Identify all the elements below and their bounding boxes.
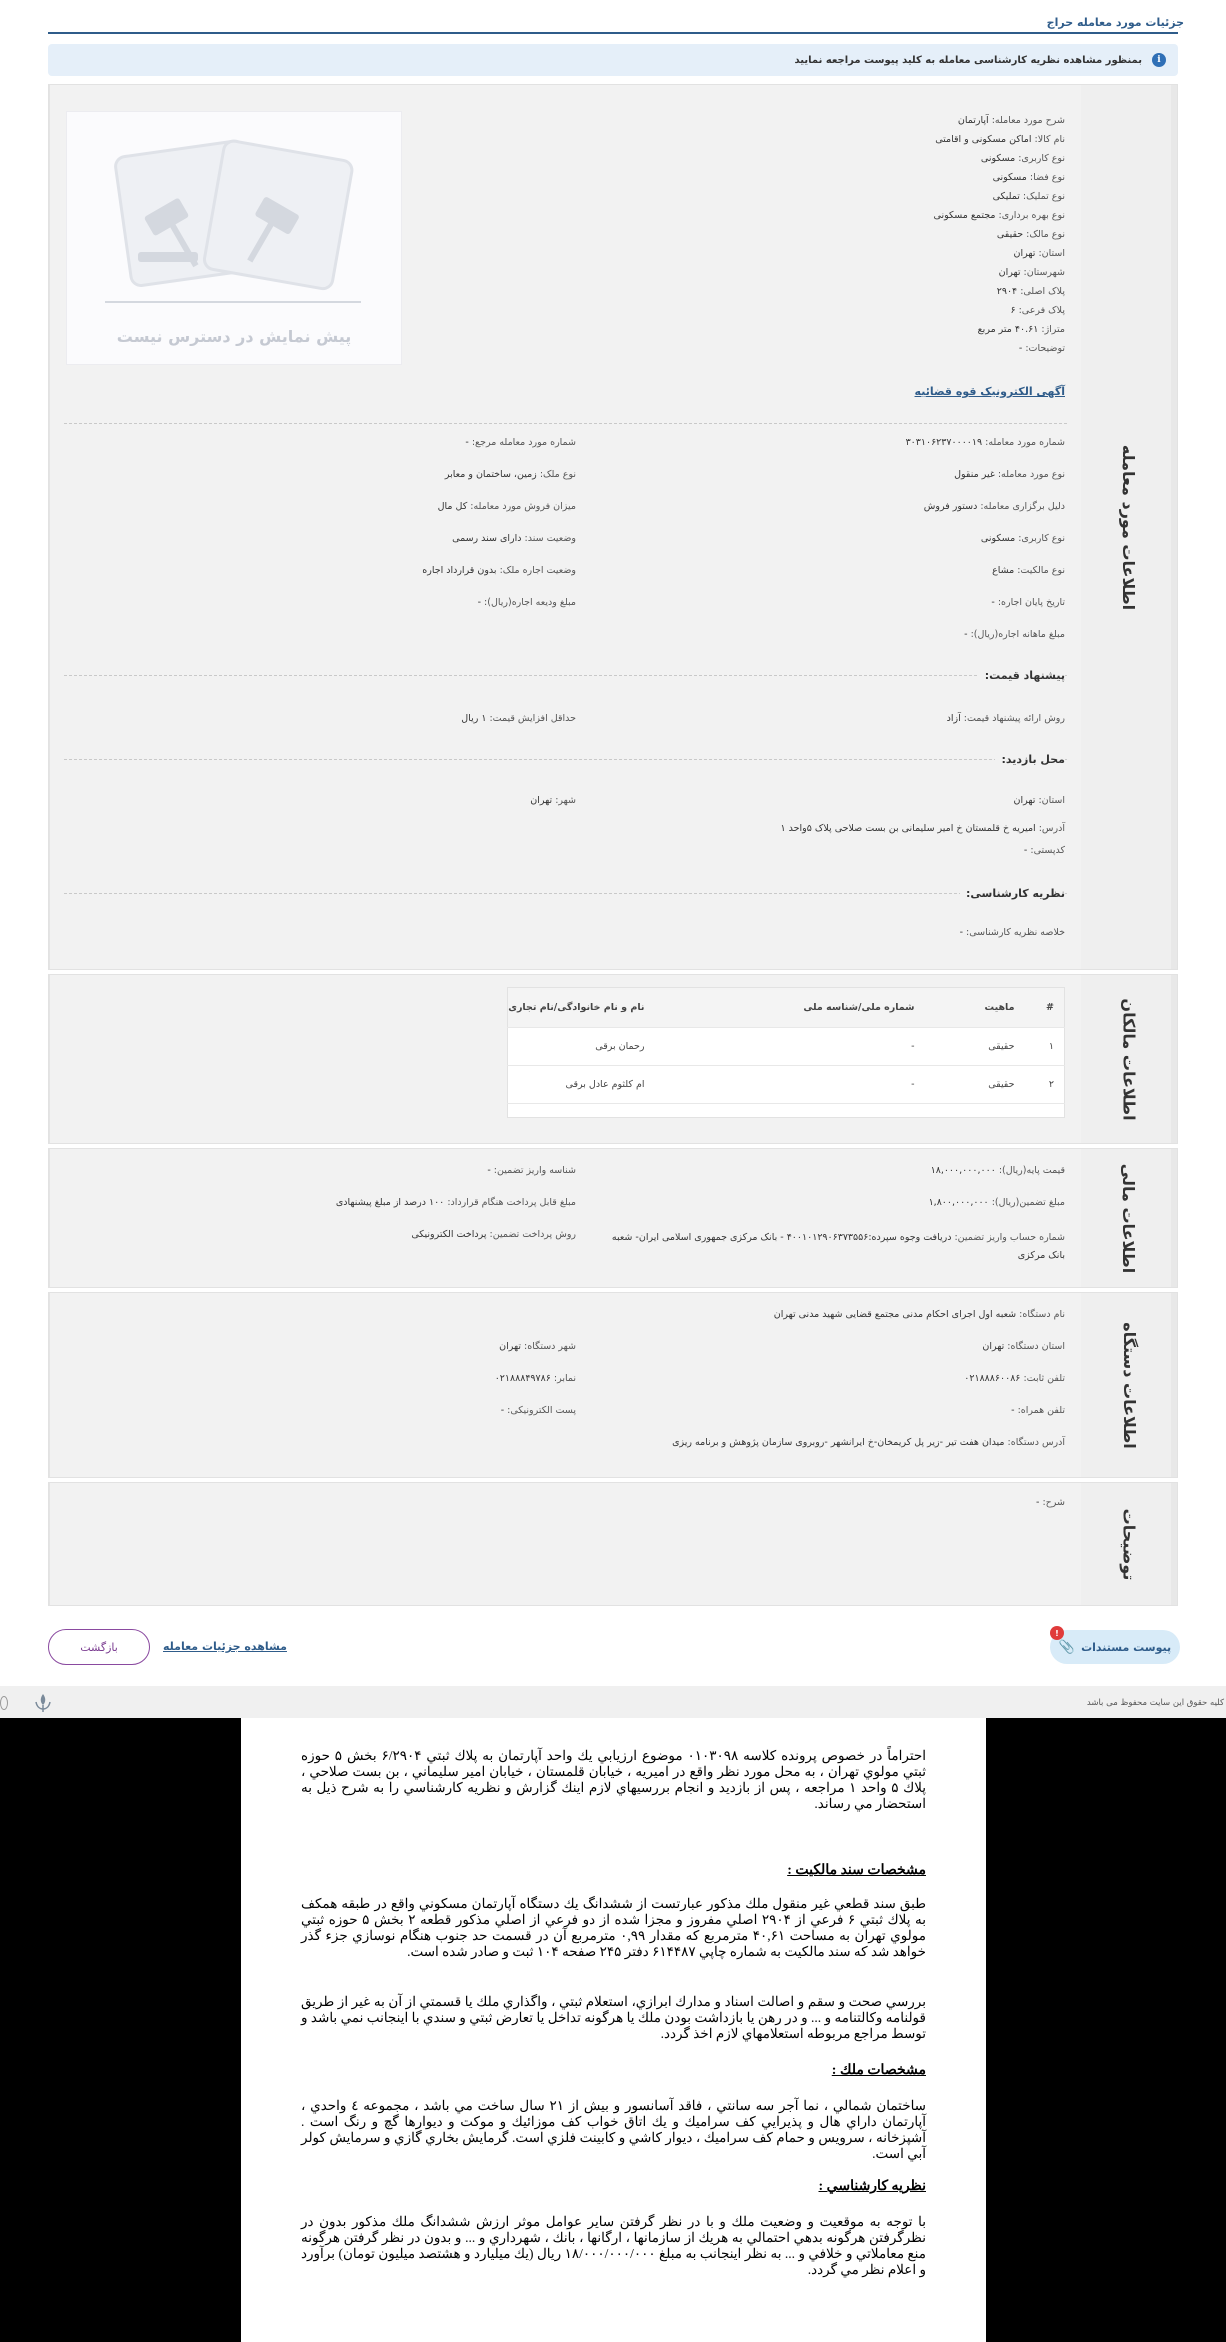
notes-label: توضیحات [1119,1508,1139,1580]
finance-section [48,1148,1178,1288]
preview-placeholder [66,111,402,365]
price-offer-heading: پیشنهاد قیمت: [979,669,1065,682]
monthly-rent: مبلغ ماهانه اجاره(ریال): - [964,629,1065,640]
attachments-label: پیوست مستندات [1081,1640,1172,1654]
deal-info-section [48,84,1178,970]
preview-unavailable-text: پیش نمایش در دسترس نیست [116,327,352,346]
expert-report-document [241,1718,986,2342]
info-alert [48,44,1178,76]
desc-item: پلاک اصلی: ۲۹۰۴ [996,286,1065,297]
col-name: نام و نام خانوادگی/نام تجاری [508,988,655,1028]
visit-postal-code: کدپستی: - [1023,845,1065,856]
owners-label: اطلاعات مالکان [1119,997,1139,1121]
device-state: استان دستگاه: تهران [982,1341,1065,1352]
owners-side [1087,975,1177,1143]
divider [64,675,1067,676]
property-specs-heading: مشخصات ملك : [831,2063,926,2078]
device-section [48,1292,1178,1478]
finance-body [49,1149,1081,1287]
copyright-text: کلیه حقوق این سایت محفوظ می باشد [1086,1698,1224,1708]
expert-opinion-text: با توجه به موقعيت و وضعيت ملك و با در نظر گرفتن ساير عوامل موثر ارزش ششدانگ ملك مذكور بدون در نظرگرفتن هرگونه بدهي احتمالي به هريك از سازمانها ، ارگانها ، بانك ، شهرداري و ... و بدون در نظر گرفتن هرگونه منع معاملاتي و خلافي و ... به نظر اينجانب به مبلغ ۱۸/۰۰۰/۰۰۰/۰۰۰ ريال (يك ميليارد و هشتصد ميليون تومان) برآورد و اعلام نظر مي گردد. [301,2214,926,2277]
secondary-logo-icon [0,1696,8,1710]
device-mobile: تلفن همراه: - [1011,1405,1065,1416]
cell-index: ۱ [1025,1028,1065,1066]
visit-state: استان: تهران [1013,795,1065,806]
base-price: قیمت پایه(ریال): ۱۸,۰۰۰,۰۰۰,۰۰۰ [930,1165,1065,1176]
desc-item: پلاک فرعی: ۶ [1010,305,1065,316]
finance-label: اطلاعات مالی [1119,1163,1139,1273]
notes-desc: شرح: - [1035,1497,1065,1508]
table-row [508,1066,1065,1104]
notes-body [49,1483,1081,1605]
emblem-icon [32,1692,54,1714]
deal-info-side [1087,85,1177,969]
desc-item: متراژ: ۴۰.۶۱ متر مربع [977,324,1065,335]
device-side [1087,1293,1177,1477]
desc-item: نوع فضا: مسکونی [992,172,1065,183]
device-body [49,1293,1081,1477]
guarantee-account: شماره حساب واریز تضمین: دریافت وجوه سپرده:۴۰۰۱۰۱۲۹۰۶۳۷۳۵۵۶ - بانک مرکزی جمهوری اسلامی ایران- شعبه بانک مرکزی [611,1232,1065,1261]
reference-deal-number: شماره مورد معامله مرجع: - [465,437,576,448]
notes-side [1087,1483,1177,1605]
device-email: پست الکترونیکی: - [500,1405,576,1416]
col-index: # [1025,988,1065,1028]
desc-item: نوع کاربری: مسکونی [980,153,1065,164]
device-city: شهر دستگاه: تهران [499,1341,576,1352]
desc-item: شرح مورد معامله: آپارتمان [957,115,1065,126]
cell-name: ام کلثوم عادل برقی [508,1066,655,1104]
divider [64,893,1067,894]
report-intro: احتراماً در خصوص پرونده کلاسه ۰۱۰۳۰۹۸ موضوع ارزیابي يك واحد آپارتمان به پلاك ثبتي ۶/۲۹۰۴ بخش ۵ حوزه ثبتي مولوي تهران ، به محل مورد نظر واقع در اميريه ، خيابان قلمستان ، خيابان امير سليماني ، بن بست صلاحي ، پلاك ۵ واحد ۱ مراجعه ، پس از بازديد و انجام بررسيهاي لازم اينك گزارش و نظريه كارشناسي را به شرح ذيل به استحضار مي رساند. [301,1748,927,1811]
desc-item: شهرستان: تهران [998,267,1065,278]
auction-gavel-icon [65,112,401,312]
lease-status: وضعیت اجاره ملک: بدون قرارداد اجاره [422,565,576,576]
owners-section [48,974,1178,1144]
ownership-type: نوع مالکیت: مشاع [992,565,1065,576]
deal-info-label: اطلاعات مورد معامله [1119,444,1139,610]
cell-nature: حقیقی [925,1066,1025,1104]
desc-item: توضیحات: - [1018,343,1065,354]
desc-item: نوع تملیک: تملیکی [992,191,1065,202]
expert-opinion-doc-heading: نظريه كارشناسي : [818,2179,926,2194]
notes-section [48,1482,1178,1606]
deposit-id: شناسه واریز تضمین: - [487,1165,576,1176]
page-title: جزئیات مورد معامله حراج [1046,16,1184,29]
desc-item: نام کالا: اماکن مسکونی و اقامتی [935,134,1065,145]
divider [64,759,1067,760]
lease-end-date: تاریخ پایان اجاره: - [991,597,1065,608]
desc-item: نوع مالک: حقیقی [996,229,1065,240]
deal-details-link[interactable]: مشاهده جزئیات معامله [163,1640,287,1653]
back-button[interactable]: بازگشت [48,1629,150,1665]
deal-info-body [49,85,1081,969]
cell-national-id: - [655,1028,925,1066]
device-address: آدرس دستگاه: میدان هفت تیر -زیر پل کریمخان-خ ایرانشهر -روبروی سازمان پژوهش و برنامه ریزی [672,1437,1065,1448]
judiciary-ad-link[interactable]: آگهی الکترونیک قوه قضائیه [914,385,1065,398]
min-increase: حداقل افزایش قیمت: ۱ ریال [461,713,576,724]
desc-item: استان: تهران [1013,248,1065,259]
deal-number: شماره مورد معامله: ۳۰۳۱۰۶۲۳۷۰۰۰۰۱۹ [905,437,1065,448]
property-specs-text: ساختمان شمالي ، نما آجر سه سانتي ، فاقد آسانسور و بيش از ۲۱ سال ساخت مي باشد ، مجموعه ٤ واحدي ، آپارتمان داراي هال و پذيرايي كف سراميك و يك اتاق خواب كف موزائيك و موكت و ديوارها گچ و رنگ است . آشپزخانه ، سرويس و حمام كف سراميك ، ديوار كاشي و كابينت فلزي است. گرمايش بخاري گازي و سرمايش كولر آبي است. [301,2098,926,2161]
deal-reason: دلیل برگزاری معامله: دستور فروش [923,501,1065,512]
cell-nature: حقیقی [925,1028,1025,1066]
deed-status: وضعیت سند: دارای سند رسمی [452,533,576,544]
owners-body [49,975,1081,1143]
device-name: نام دستگاه: شعبه اول اجرای احکام مدنی مجتمع قضایی شهید مدنی تهران [773,1309,1065,1320]
payable-amount: مبلغ قابل پرداخت هنگام قرارداد: ۱۰۰ درصد از مبلغ پیشنهادی [335,1197,576,1208]
expert-opinion-heading: نظریه کارشناسی: [960,887,1065,900]
expert-summary: خلاصه نظریه کارشناسی: - [959,927,1065,938]
footer [0,1686,1226,1718]
cell-name: رحمان برقی [508,1028,655,1066]
usage-type: نوع کاربری: مسکونی [980,533,1065,544]
device-label: اطلاعات دستگاه [1119,1321,1139,1449]
visit-city: شهر: تهران [530,795,576,806]
info-icon: i [1152,53,1166,67]
sale-amount: میزان فروش مورد معامله: کل مال [437,501,576,512]
price-method: روش ارائه پیشنهاد قیمت: آزاد [946,713,1065,724]
attachments-button[interactable] [1050,1630,1180,1664]
col-national-id: شماره ملی/شناسه ملی [655,988,925,1028]
device-phone: تلفن ثابت: ۰۲۱۸۸۸۶۰۰۸۶ [964,1373,1065,1384]
device-fax: نمابر: ۰۲۱۸۸۸۴۹۷۸۶ [494,1373,576,1384]
col-nature: ماهیت [925,988,1025,1028]
lease-deposit: مبلغ ودیعه اجاره(ریال): - [477,597,576,608]
visit-address: آدرس: امیریه خ قلمستان خ امیر سلیمانی بن بست صلاحی پلاک ۵واحد ۱ [780,823,1065,834]
deed-specs-heading: مشخصات سند مالكيت : [787,1863,926,1878]
divider [64,423,1067,424]
table-header-row [508,988,1065,1028]
owners-table [507,987,1065,1118]
alert-text: بمنظور مشاهده نظریه کارشناسی معامله به کلید پیوست مراجعه نمایید [794,54,1142,66]
visit-location-heading: محل بازدید: [995,753,1065,766]
deal-type: نوع مورد معامله: غیر منقول [954,469,1065,480]
property-type: نوع ملک: زمین، ساختمان و معابر [444,469,576,480]
table-row [508,1028,1065,1066]
page-header [48,10,1184,34]
verification-text: بررسي صحت و سقم و اصالت اسناد و مدارك ابرازي، استعلام ثبتي ، واگذاري ملك يا قسمتي از آن به غير از طريق قولنامه وكالتنامه و ... و در رهن يا بازداشت بودن ملك يا هرگونه تداخل يا تعارض ثبتي و سندي با اينجانب نمي باشد و توسط مراجع مربوطه استعلامهاي لازم اخذ گردد. [301,1994,926,2041]
desc-item: نوع بهره برداری: مجتمع مسکونی [933,210,1065,221]
cell-index: ۲ [1025,1066,1065,1104]
finance-side [1087,1149,1177,1287]
guarantee-pay-method: روش پرداخت تضمین: پرداخت الکترونیکی [411,1229,576,1240]
paperclip-icon: 📎 [1058,1639,1076,1655]
warning-badge: ! [1050,1626,1064,1640]
cell-national-id: - [655,1066,925,1104]
guarantee-amount: مبلغ تضمین(ریال): ۱,۸۰۰,۰۰۰,۰۰۰ [928,1197,1065,1208]
deed-specs-text: طبق سند قطعي غير منقول ملك مذكور عبارتست از ششدانگ يك دستگاه آپارتمان مسكوني واقع در طبقه همكف به پلاك ثبتي ۶ فرعي از ۲۹۰۴ اصلي مفروز و مجزا شده از دو فرعي از اصلي مذكور قطعه ۲ بخش ۵ حوزه ثبتي مولوي تهران به مساحت ۴۰,۶۱ مترمربع كه مقدار ۰,۹۹ مترمربع آن در قسمت حد جنوب هنگام نوسازي جزء گذر خواهد شد كه سند مالكيت به شماره چاپي ۶۱۴۴۸۷ دفتر ۲۴۵ صفحه ۱۰۴ ثبت و صادر شده است. [301,1896,926,1959]
